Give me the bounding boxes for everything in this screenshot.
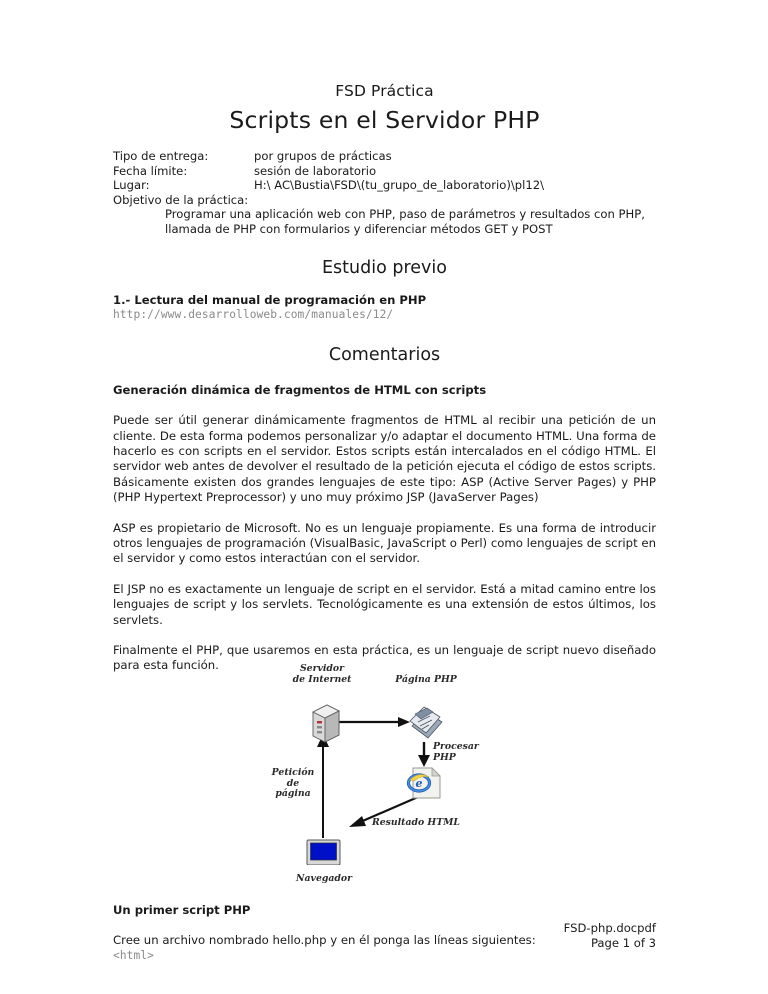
arrow-server-to-php-page xyxy=(339,717,410,727)
desktop-computer-icon xyxy=(301,840,346,865)
php-document-stack-icon xyxy=(410,707,442,738)
svg-text:e: e xyxy=(415,776,423,790)
meta-value-delivery-type: por grupos de prácticas xyxy=(254,149,392,163)
meta-value-location: H:\ AC\Bustia\FSD\(tu_grupo_de_laboratorio)\pl12\ xyxy=(254,178,544,193)
php-flow-diagram-container xyxy=(113,662,656,884)
diagram-label-peticion-de-pagina: Petición de página xyxy=(271,766,315,800)
diagram-label-navegador: Navegador xyxy=(296,872,352,884)
document-subtitle: FSD Práctica xyxy=(335,82,434,100)
meta-label-deadline: Fecha límite: xyxy=(113,163,188,178)
manual-url[interactable]: http://www.desarrolloweb.com/manuales/12/ xyxy=(113,308,394,322)
code-html-open-tag: <html> xyxy=(113,949,155,963)
objective-line-2: llamada de PHP con formularios y diferenciar métodos GET y POST xyxy=(165,221,553,236)
diagram-label-pagina-php: Página PHP xyxy=(395,673,457,685)
meta-label-delivery-type: Tipo de entrega: xyxy=(113,149,209,163)
estudio-item-1: 1.- Lectura del manual de programación en PHP xyxy=(113,292,427,307)
diagram-label-servidor: Servidor de Internet xyxy=(292,662,352,685)
page-footer xyxy=(564,921,656,952)
paragraph-dynamic-html: Puede ser útil generar dinámicamente fragmentos de HTML al recibir una petición de un cliente. De esta forma podemos personalizar y/o adaptar el documento HTML. Una forma de hacerlo es con scripts en el servidor. Estos scripts están intercalados en el código HTML. El servidor web antes de devolver el resultado de la petición ejecuta el código de estos scripts. Básicamente existen dos grandes lenguajes de este tipo: ASP (Active Server Pages) y PHP (PHP Hypertext Preprocessor) y uno muy próximo JSP (JavaServer Pages) xyxy=(113,413,656,505)
arrow-php-page-to-result xyxy=(418,742,430,767)
instruction-create-file: Cree un archivo nombrado hello.php y en él ponga las líneas siguientes: xyxy=(113,932,536,947)
subheading-generacion-dinamica: Generación dinámica de fragmentos de HTML con scripts xyxy=(113,383,487,398)
practice-metadata xyxy=(113,149,656,207)
objective-line-1: Programar una aplicación web con PHP, paso de parámetros y resultados con PHP, xyxy=(165,207,645,222)
paragraph-asp: ASP es propietario de Microsoft. No es un lenguaje propiamente. Es una forma de introducir otros lenguajes de programación (VisualBasic, JavaScript o Perl) como lenguajes de script en el servidor y como estos interactúan con el servidor. xyxy=(113,520,656,566)
document-content xyxy=(113,0,656,963)
meta-row xyxy=(113,164,656,179)
meta-value-deadline: sesión de laboratorio xyxy=(254,163,377,178)
document-title: Scripts en el Servidor PHP xyxy=(229,106,540,134)
practice-objective-text xyxy=(165,207,656,236)
paragraph-php: Finalmente el PHP, que usaremos en esta práctica, es un lenguaje de script nuevo diseñado para esta función. xyxy=(113,643,656,673)
section-heading-estudio-previo: Estudio previo xyxy=(322,257,447,278)
php-request-flow-diagram xyxy=(271,662,492,884)
arrow-browser-to-server xyxy=(317,734,329,838)
subheading-primer-script: Un primer script PHP xyxy=(113,902,251,917)
diagram-label-resultado-html: Resultado HTML xyxy=(372,816,460,828)
diagram-label-procesar-php: Procesar PHP xyxy=(433,740,479,763)
paragraph-jsp: El JSP no es exactamente un lenguaje de script en el servidor. Está a mitad camino entre los lenguajes de script y los servlets. Tecnológicamente es una extensión de estos últimos, los servlets. xyxy=(113,581,656,627)
internet-explorer-document-icon xyxy=(409,768,441,798)
meta-label-objective: Objetivo de la práctica: xyxy=(113,192,249,207)
server-tower-icon xyxy=(313,705,339,742)
footer-filename: FSD-php.docpdf xyxy=(563,921,656,935)
footer-page-number: Page 1 of 3 xyxy=(590,936,656,951)
meta-row xyxy=(113,178,656,193)
meta-label-location: Lugar: xyxy=(113,178,150,193)
section-heading-comentarios: Comentarios xyxy=(328,345,441,366)
meta-row xyxy=(113,149,656,164)
